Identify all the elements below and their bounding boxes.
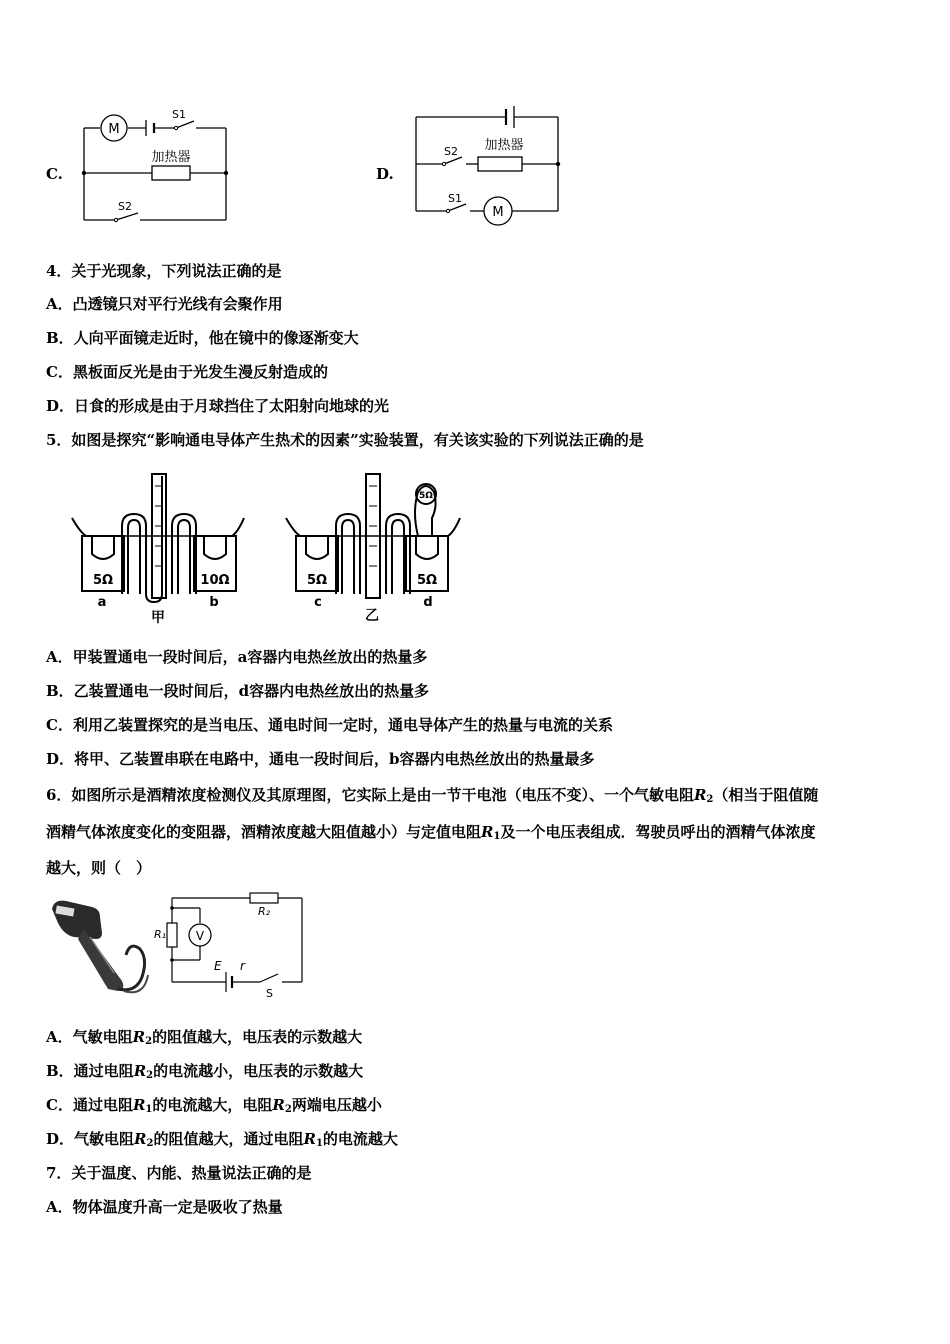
option-c-label: C. (46, 165, 63, 183)
q5-option-d: D．将甲、乙装置串联在电路中，通电一段时间后，b容器内电热丝放出的热量最多 (46, 750, 595, 768)
q6-d-sub-2: 1 (315, 1138, 323, 1149)
q6-option-c (46, 1095, 382, 1120)
voltmeter-label: V (195, 929, 205, 943)
q4-option-a: A．凸透镜只对平行光线有会聚作用 (46, 295, 283, 313)
q4-option-c: C．黑板面反光是由于光发生漫反射造成的 (46, 363, 328, 381)
option-d-label: D. (376, 165, 394, 183)
resistor-extra-label: 5Ω (419, 491, 433, 501)
q5-option-c: C．利用乙装置探究的是当电压、通电时间一定时，通电导体产生的热量与电流的关系 (46, 716, 613, 734)
battery-e-label: E (214, 959, 222, 973)
q6-a-symbol: R (132, 1028, 146, 1046)
q6-d-mid: 的阻值越大，通过电阻 (153, 1130, 304, 1148)
q6-a-pre: A．气敏电阻 (46, 1028, 133, 1046)
q6-b-sub: 2 (146, 1070, 154, 1081)
q6-c-sub: 1 (145, 1104, 153, 1115)
switch-s2-label-c: S2 (118, 200, 132, 213)
q6-stem-2-text-b: 及一个电压表组成．驾驶员呼出的酒精气体浓度 (500, 823, 816, 841)
q6-b-pre: B．通过电阻 (46, 1062, 134, 1080)
q6-d-pre: D．气敏电阻 (46, 1130, 135, 1148)
q6-d-symbol: R (134, 1130, 147, 1148)
q6-c-sub-2: 2 (284, 1104, 292, 1115)
q7-stem: 7．关于温度、内能、热量说法正确的是 (46, 1164, 312, 1182)
q6-stem-1-text-b: （相当于阻值随 (713, 786, 819, 804)
q5-option-a: A．甲装置通电一段时间后，a容器内电热丝放出的热量多 (46, 648, 428, 666)
q6-stem-line-3: 越大，则（ ） (46, 859, 152, 877)
q6-stem-2-text: 酒精气体浓度变化的变阻器，酒精浓度越大阻值越小）与定值电阻 (46, 823, 482, 841)
q6-stem-2-symbol: R (481, 823, 494, 841)
q7-option-a: A．物体温度升高一定是吸收了热量 (46, 1198, 283, 1216)
resistor-d-label: 5Ω (416, 573, 438, 588)
circuit-diagram-d (410, 103, 570, 228)
q6-c-pre: C．通过电阻 (46, 1096, 133, 1114)
q6-stem-2-sub: 1 (493, 831, 501, 842)
container-a-tag: a (97, 595, 107, 610)
q6-c-symbol: R (132, 1096, 146, 1114)
q5-option-b: B．乙装置通电一段时间后，d容器内电热丝放出的热量多 (46, 682, 430, 700)
q6-stem-line-1 (46, 785, 818, 810)
motor-label-c: M (108, 122, 120, 137)
q6-c-post: 两端电压越小 (291, 1096, 382, 1114)
container-c-tag: c (314, 595, 322, 610)
breathalyzer-device-image (44, 893, 154, 1003)
q6-a-sub: 2 (145, 1036, 153, 1047)
alcohol-detector-circuit (150, 890, 310, 1002)
q6-d-symbol-2: R (303, 1130, 316, 1148)
resistor-a-label: 5Ω (92, 573, 114, 588)
q6-option-d (46, 1129, 398, 1154)
resistor-c-label: 5Ω (306, 573, 328, 588)
switch-s-label: S (266, 987, 273, 1000)
q4-option-b: B．人向平面镜走近时，他在镜中的像逐渐变大 (46, 329, 359, 347)
container-b-tag: b (209, 595, 219, 610)
q6-c-mid: 的电流越大，电阻 (152, 1096, 273, 1114)
resistor-r2-label: R₂ (258, 905, 271, 918)
q6-b-post: 的电流越小，电压表的示数越大 (153, 1062, 364, 1080)
q5-stem: 5．如图是探究“影响通电导体产生热术的因素”实验装置，有关该实验的下列说法正确的是 (46, 431, 644, 449)
heater-label-c: 加热器 (151, 150, 191, 165)
resistor-b-label: 10Ω (200, 573, 230, 588)
switch-s1-label-d: S1 (448, 192, 462, 205)
switch-s1-label-c: S1 (172, 108, 186, 121)
motor-label-d: M (492, 205, 504, 220)
heater-label-d: 加热器 (484, 138, 524, 153)
q6-a-post: 的阻值越大，电压表的示数越大 (152, 1028, 363, 1046)
q6-stem-line-2 (46, 822, 815, 847)
q6-d-post: 的电流越大 (322, 1130, 398, 1148)
container-d-tag: d (423, 595, 433, 610)
q6-option-b (46, 1061, 363, 1086)
q6-option-a (46, 1027, 362, 1052)
q6-d-sub: 2 (146, 1138, 154, 1149)
resistor-r1-label: R₁ (154, 928, 167, 941)
internal-r-label: r (240, 959, 245, 973)
switch-s2-label-d: S2 (444, 145, 458, 158)
q6-stem-1-text: 6．如图所示是酒精浓度检测仪及其原理图，它实际上是由一节干电池（电压不变）、一个气敏电阻 (46, 786, 694, 804)
joule-heating-apparatus-figure (66, 466, 476, 628)
q6-c-symbol-2: R (272, 1096, 285, 1114)
q4-stem: 4．关于光现象，下列说法正确的是 (46, 262, 282, 280)
q6-stem-1-symbol: R (693, 786, 707, 804)
circuit-diagram-c (78, 100, 238, 225)
setup-yi-caption: 乙 (365, 608, 379, 624)
q4-option-d: D．日食的形成是由于月球挡住了太阳射向地球的光 (46, 397, 390, 415)
setup-jia-caption: 甲 (151, 610, 165, 626)
q6-stem-1-sub: 2 (706, 794, 714, 805)
q6-b-symbol: R (133, 1062, 147, 1080)
